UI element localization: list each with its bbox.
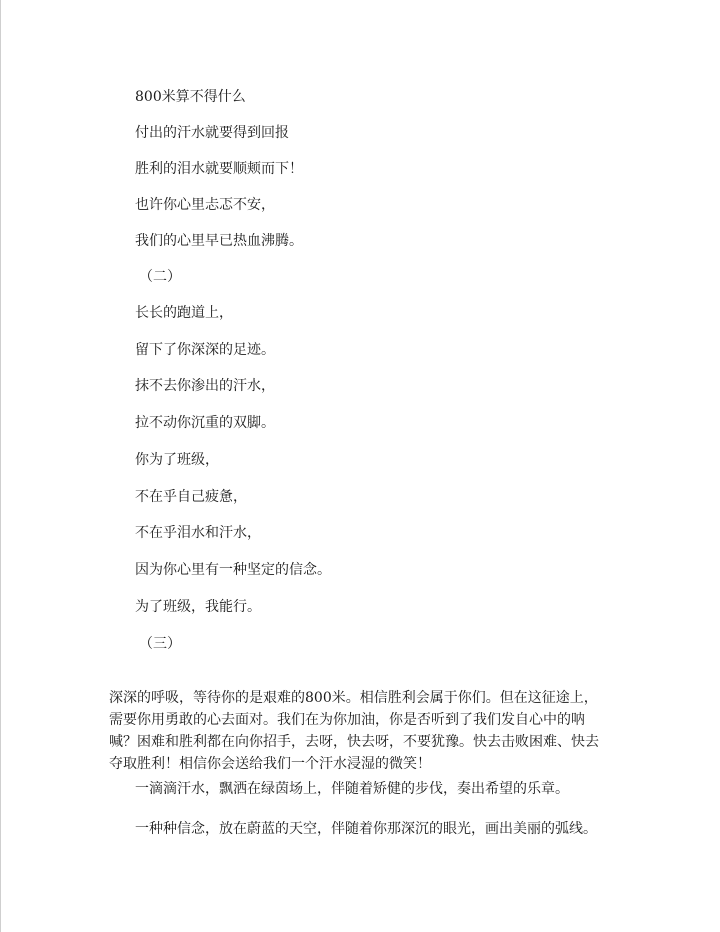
- body-line: 一种种信念，放在蔚蓝的天空，伴随着你那深沉的眼光，画出美丽的弧线。: [135, 821, 597, 837]
- poem-line: 不在乎自己疲惫，: [135, 489, 247, 505]
- poem-line: 因为你心里有一种坚定的信念。: [135, 562, 331, 578]
- poem-line: 抹不去你渗出的汗水，: [135, 378, 275, 394]
- poem-line: 为了班级，我能行。: [135, 599, 261, 615]
- body-line: 一滴滴汗水，飘洒在绿茵场上，伴随着矫健的步伐，奏出希望的乐章。: [135, 781, 569, 797]
- poem-line: 拉不动你沉重的双脚。: [135, 415, 275, 431]
- body-paragraph: 深深的呼吸，等待你的是艰难的800米。相信胜利会属于你们。但在这征途上，需要你用勇敢的心去面对。我们在为你加油，你是否听到了我们发自心中的呐喊？困难和胜利都在向你招手，去呀，快去呀，不要犹豫。快去击败困难、快去夺取胜利！相信你会送给我们一个汗水浸湿的微笑！: [109, 690, 599, 772]
- poem-line: 你为了班级，: [135, 452, 219, 468]
- poem-line: 也许你心里忐忑不安，: [135, 197, 275, 213]
- poem-line: 800米算不得什么: [135, 89, 246, 105]
- section-heading: （三）: [139, 636, 181, 652]
- section-heading: （二）: [139, 269, 181, 285]
- poem-line: 胜利的泪水就要顺颊而下！: [135, 161, 303, 177]
- poem-line: 留下了你深深的足迹。: [135, 342, 275, 358]
- poem-line: 付出的汗水就要得到回报: [135, 125, 289, 141]
- poem-line: 长长的跑道上，: [135, 305, 233, 321]
- poem-line: 不在乎泪水和汗水，: [135, 525, 261, 541]
- poem-line: 我们的心里早已热血沸腾。: [135, 233, 303, 249]
